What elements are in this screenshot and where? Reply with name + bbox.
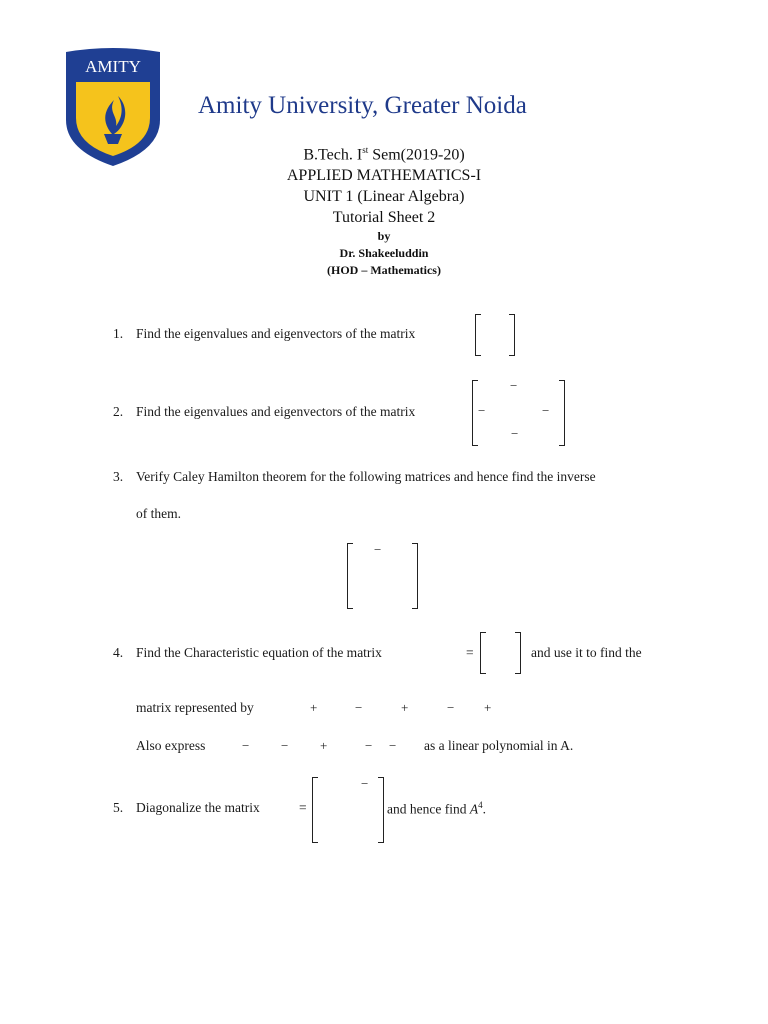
logo-text: AMITY xyxy=(85,57,141,76)
matrix-bracket-right xyxy=(378,777,384,843)
matrix-bracket-left xyxy=(347,543,353,609)
question-4-line2: matrix represented by xyxy=(136,700,254,715)
question-4-line3-end: as a linear polynomial in A. xyxy=(424,738,574,753)
op: − xyxy=(365,738,373,753)
op: − xyxy=(242,738,250,753)
author: Dr. Shakeeluddin xyxy=(339,246,429,261)
matrix-bracket-right xyxy=(515,632,521,674)
op: − xyxy=(281,738,289,753)
question-4-line3: Also express xyxy=(136,738,206,753)
unit: UNIT 1 (Linear Algebra) xyxy=(303,188,465,206)
matrix-entry: − xyxy=(478,403,486,418)
matrix-bracket-right xyxy=(509,314,515,356)
matrix-entry: − xyxy=(511,426,519,441)
op: + xyxy=(320,738,328,753)
matrix-entry: − xyxy=(510,378,518,393)
author-role: (HOD – Mathematics) xyxy=(327,263,441,278)
matrix-bracket-left xyxy=(480,632,486,674)
by-label: by xyxy=(377,229,391,244)
question-3-cont: of them. xyxy=(136,506,181,521)
matrix-entry: − xyxy=(374,542,382,557)
subject: APPLIED MATHEMATICS-I xyxy=(286,167,482,185)
matrix-entry: − xyxy=(361,776,369,791)
course-line: B.Tech. Ist Sem(2019-20) xyxy=(303,145,465,164)
op: − xyxy=(447,700,455,715)
matrix-bracket-left xyxy=(312,777,318,843)
op: + xyxy=(401,700,409,715)
matrix-bracket-right xyxy=(412,543,418,609)
sheet-title: Tutorial Sheet 2 xyxy=(332,209,436,227)
university-title: Amity University, Greater Noida xyxy=(198,92,527,119)
sheet-header xyxy=(0,140,768,279)
op: − xyxy=(389,738,397,753)
matrix-bracket-right xyxy=(559,380,565,446)
op: − xyxy=(355,700,363,715)
matrix-entry: − xyxy=(542,403,550,418)
op: + xyxy=(484,700,492,715)
matrix-bracket-left xyxy=(475,314,481,356)
op: + xyxy=(310,700,318,715)
